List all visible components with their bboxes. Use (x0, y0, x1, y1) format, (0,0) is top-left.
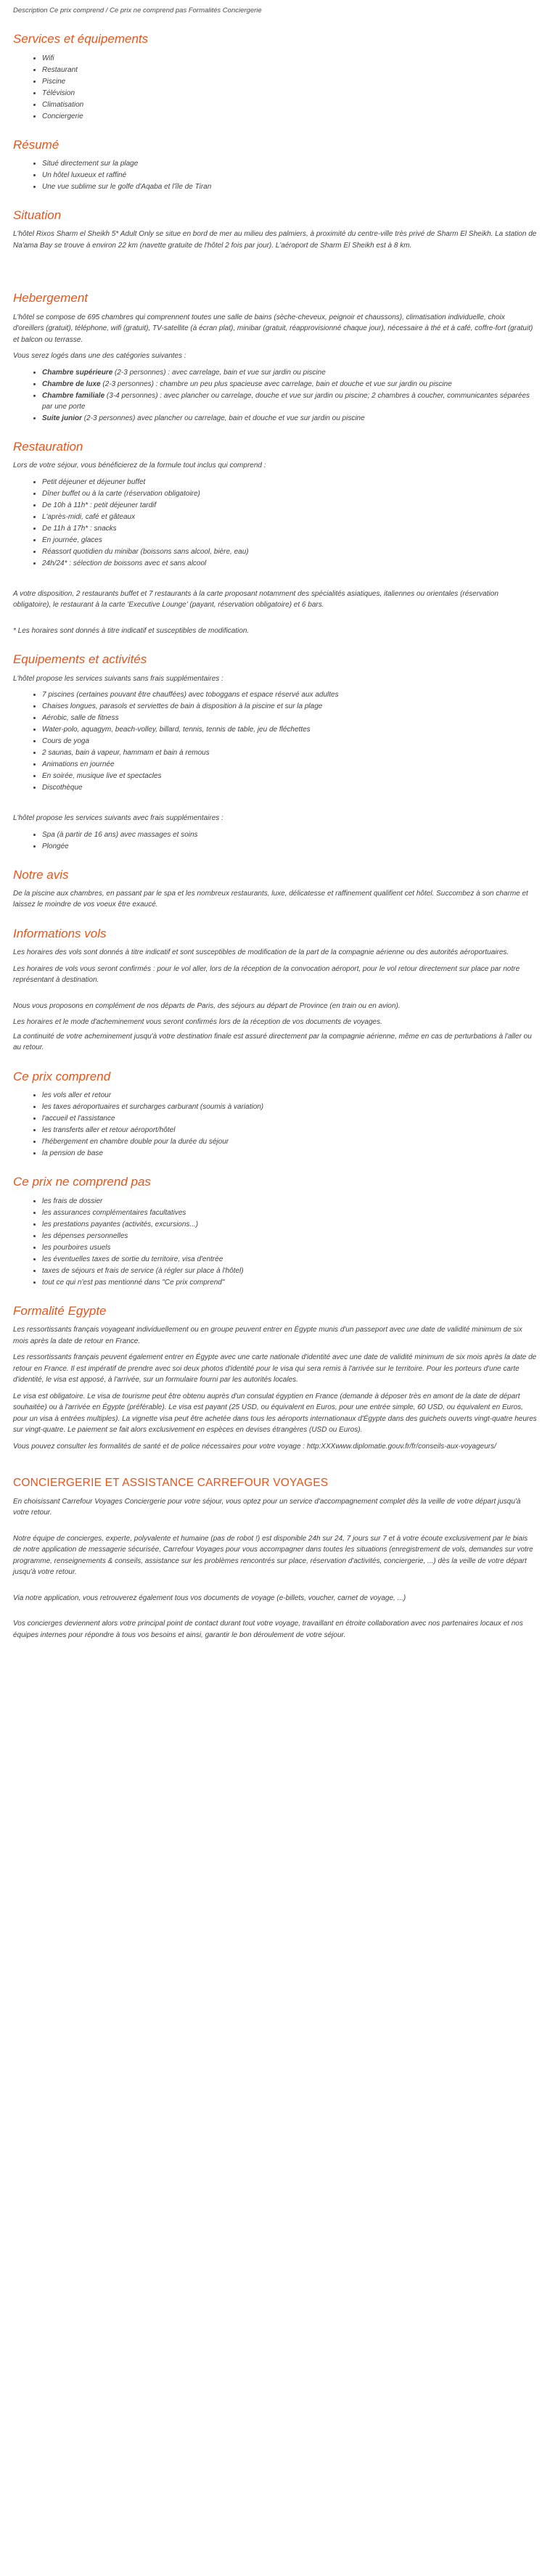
list-item: • Chambre de luxe (2-3 personnes) : chambre un peu plus spacieuse avec carrelage, bain et douche et vue sur jardin ou piscine (42, 379, 537, 390)
list-item: • Réassort quotidien du minibar (boissons sans alcool, bière, eau) (42, 546, 537, 557)
hebergement-paragraph-1: L'hôtel se compose de 695 chambres qui comprennent toutes une salle de bains (sèche-cheveux, peignoir et chaussons), climatisation individuelle, choix d'oreillers (gratuit), téléphone, wifi (gratuit), TV-satellite (à écran plat), minibar (gratuit, réapprovisionné chaque jour), nécessaire à thé et à café, coffre-fort (gratuit) et balcon ou terrasse. (13, 313, 533, 344)
list-item: • Plongée (42, 841, 537, 852)
list-item: • l'hébergement en chambre double pour la durée du séjour (42, 1136, 537, 1147)
section-title-resume: Résumé (13, 137, 59, 152)
section-title-notre-avis: Notre avis (13, 867, 69, 882)
section-title-conciergerie: CONCIERGERIE ET ASSISTANCE CARREFOUR VOYAGES (13, 1477, 329, 1490)
list-item: • Dîner buffet ou à la carte (réservation obligatoire) (42, 488, 537, 499)
list-item: • les taxes aéroportuaires et surcharges carburant (soumis à variation) (42, 1102, 537, 1112)
list-item: • les pourboires usuels (42, 1242, 537, 1253)
list-item: • Climatisation (42, 99, 537, 110)
list-item: • les assurances complémentaires facultatives (42, 1207, 537, 1218)
section-title-informations-vols: Informations vols (13, 926, 107, 940)
section-title-services: Services et équipements (13, 32, 149, 46)
list-item: • Une vue sublime sur le golfe d'Aqaba et l'île de Tiran (42, 181, 537, 192)
list-item: • Télévision (42, 88, 537, 99)
ce-prix-comprend-list (13, 1090, 537, 1159)
resume-list (13, 158, 537, 192)
section-title-ce-prix-comprend: Ce prix comprend (13, 1069, 111, 1083)
list-item: • Suite junior (2-3 personnes) avec plancher ou carrelage, bain et douche et vue sur jardin ou piscine (42, 413, 537, 424)
equipements-paid-list (13, 829, 537, 852)
equipements-paid-intro: L'hôtel propose les services suivants avec frais supplémentaires : (13, 814, 223, 823)
list-item: • Chambre supérieure (2-3 personnes) : avec carrelage, bain et vue sur jardin ou piscine (42, 367, 537, 378)
list-item: • Petit déjeuner et déjeuner buffet (42, 477, 537, 488)
list-item: • les prestations payantes (activités, excursions...) (42, 1219, 537, 1230)
restauration-list (13, 477, 537, 569)
section-title-hebergement: Hebergement (13, 291, 89, 305)
services-list (13, 53, 537, 122)
top-description-note: Description Ce prix comprend / Ce prix ne comprend pas Formalités Conciergerie (13, 7, 262, 15)
list-item: • L'après-midi, café et gâteaux (42, 512, 537, 522)
vols-paragraph-5: La continuité de votre acheminement jusqu'à votre destination finale est assuré directement par la compagnie aérienne, même en cas de perturbations à l'aller ou au retour. (13, 1032, 532, 1052)
list-item: • Situé directement sur la plage (42, 158, 537, 169)
list-item: • les éventuelles taxes de sortie du territoire, visa d'entrée (42, 1254, 537, 1265)
vols-paragraph-1: Les horaires des vols sont donnés à titre indicatif et sont susceptibles de modification de la part de la compagnie aérienne ou des autorités aéroportuaires. (13, 948, 509, 957)
list-item: • Animations en journée (42, 759, 537, 770)
hebergement-room-list (13, 367, 537, 424)
section-title-restauration: Restauration (13, 439, 83, 454)
restauration-intro: Lors de votre séjour, vous bénéficierez de la formule tout inclus qui comprend : (13, 462, 266, 470)
list-item: • 24h/24* : sélection de boissons avec et sans alcool (42, 558, 537, 569)
list-item: • Conciergerie (42, 111, 537, 122)
list-item: • Water-polo, aquagym, beach-volley, billard, tennis, tennis de table, jeu de fléchettes (42, 724, 537, 735)
list-item: • Wifi (42, 53, 537, 64)
list-item: • Restaurant (42, 65, 537, 75)
list-item: • 7 piscines (certaines pouvant être chauffées) avec toboggans et espace réservé aux adultes (42, 689, 537, 700)
list-item: • En journée, glaces (42, 535, 537, 546)
formalite-paragraph-2: Les ressortissants français peuvent également entrer en Égypte avec une carte nationale d'identité avec une date de validité minimum de six mois après la date de retour en France. Il est impératif de prendre avec soi deux photos d'identité pour le visa qui sera remis à l'arrivée sur le territoire. Pour les porteurs d'une carte d'identité, le visa est apposé, à l'arrivée, sur un formulaire fourni par les autorités locales. (13, 1353, 537, 1385)
section-title-equipements: Equipements et activités (13, 652, 147, 667)
notre-avis-paragraph: De la piscine aux chambres, en passant par le spa et les nombreux restaurants, luxe, délicatesse et raffinement qualifient cet hôtel. Succombez à son charme et laissez le moindre de vos voeux être exaucé. (13, 889, 528, 909)
list-item: • les vols aller et retour (42, 1090, 537, 1101)
list-item: • Chaises longues, parasols et serviettes de bain à disposition à la piscine et sur la plage (42, 701, 537, 712)
hebergement-paragraph-2: Vous serez logés dans une des catégories suivantes : (13, 352, 186, 361)
section-title-situation: Situation (13, 208, 62, 223)
section-title-ce-prix-ne-comprend-pas: Ce prix ne comprend pas (13, 1175, 151, 1189)
section-title-formalite-egypte: Formalité Egypte (13, 1303, 107, 1318)
equipements-list (13, 689, 537, 793)
list-item: • l'accueil et l'assistance (42, 1113, 537, 1124)
list-item: • Cours de yoga (42, 736, 537, 747)
vols-paragraph-3: Nous vous proposons en complément de nos départs de Paris, des séjours au départ de Province (en train ou en avion). (13, 1001, 401, 1010)
list-item: • Spa (à partir de 16 ans) avec massages et soins (42, 829, 537, 840)
restauration-note-1: A votre disposition, 2 restaurants buffet et 7 restaurants à la carte proposant notamment des spécialités asiatiques, italiennes ou orientales (réservation obligatoire), le restaurant à la carte 'Executive Lounge' (payant, réservation obligatoire) et 6 bars. (13, 589, 498, 610)
vols-paragraph-4: Les horaires et le mode d'acheminement vous seront confirmés lors de la réception de vos documents de voyages. (13, 1018, 382, 1027)
list-item: • les transferts aller et retour aéroport/hôtel (42, 1125, 537, 1136)
conciergerie-paragraph-1: En choisissant Carrefour Voyages Conciergerie pour votre séjour, vous optez pour un service d'accompagnement complet dès la veille de votre départ jusqu'à votre retour. (13, 1497, 521, 1517)
list-item: • tout ce qui n'est pas mentionné dans "Ce prix comprend" (42, 1277, 537, 1288)
situation-paragraph: L'hôtel Rixos Sharm el Sheikh 5* Adult Only se situe en bord de mer au milieu des palmiers, à proximité du centre-ville très privé de Sharm El Sheikh. La station de Na'ama Bay se trouve à environ 22 km (navette gratuite de l'hôtel 2 fois par jour). L'aéroport de Sharm El Sheikh est à 8 km. (13, 230, 537, 250)
list-item: • la pension de base (42, 1148, 537, 1159)
conciergerie-paragraph-2: Notre équipe de concierges, experte, polyvalente et humaine (pas de robot !) est disponible 24h sur 24, 7 jours sur 7 et à votre écoute exclusivement par le biais de notre application de messagerie sécurisée, Carrefour Voyages pour vous accompagner dans toutes les situations (enregistrement de vols, demandes sur votre programme, renseignements & conseils, assistance sur les problèmes rencontrés sur place, réservation d'activités, conciergerie, ...) dès la veille de votre départ jusqu'à votre retour. (13, 1534, 533, 1577)
restauration-note-2: * Les horaires sont donnés à titre indicatif et susceptibles de modification. (13, 626, 250, 635)
vols-paragraph-2: Les horaires de vols vous seront confirmés : pour le vol aller, lors de la réception de la convocation aéroport, pour le vol retour directement sur place par notre représentant à destination. (13, 964, 520, 985)
list-item: • Chambre familiale (3-4 personnes) : avec plancher ou carrelage, douche et vue sur jardin ou piscine; 2 chambres à coucher, communicantes séparées par une porte (42, 390, 537, 412)
list-item: • De 10h à 11h* : petit déjeuner tardif (42, 500, 537, 511)
conciergerie-paragraph-3: Via notre application, vous retrouverez également tous vos documents de voyage (e-billets, voucher, carnet de voyage, ...) (13, 1593, 406, 1602)
list-item: • les frais de dossier (42, 1196, 537, 1207)
formalite-paragraph-4: Vous pouvez consulter les formalités de santé et de police nécessaires pour votre voyage : http:XXXwww.diplomatie.gouv.fr/fr/conseils-aux-voyageurs/ (13, 1442, 496, 1451)
list-item: • Un hôtel luxueux et raffiné (42, 170, 537, 181)
ce-prix-ne-comprend-pas-list (13, 1196, 537, 1288)
list-item: • De 11h à 17h* : snacks (42, 523, 537, 534)
list-item: • Piscine (42, 76, 537, 87)
list-item: • 2 saunas, bain à vapeur, hammam et bain à remous (42, 747, 537, 758)
conciergerie-paragraph-4: Vos concierges deviennent alors votre principal point de contact durant tout votre voyage, travaillant en étroite collaboration avec nos partenaires locaux et nos équipes internes pour répondre à tous vos besoins et ainsi, garantir le bon déroulement de votre séjour. (13, 1620, 523, 1639)
list-item: • les dépenses personnelles (42, 1231, 537, 1242)
formalite-paragraph-1: Les ressortissants français voyageant individuellement ou en groupe peuvent entrer en Égypte munis d'un passeport avec une date de validité minimum de six mois après la date de retour en France. (13, 1326, 522, 1345)
list-item: • Discothèque (42, 782, 537, 793)
list-item: • Aérobic, salle de fitness (42, 713, 537, 723)
list-item: • En soirée, musique live et spectacles (42, 771, 537, 782)
list-item: • taxes de séjours et frais de service (à régler sur place à l'hôtel) (42, 1266, 537, 1276)
formalite-paragraph-3: Le visa est obligatoire. Le visa de tourisme peut être obtenu auprès d'un consulat égyptien en France (demande à déposer très en amont de la date de départ souhaitée) ou à l'arrivée en Égypte (préférable). Le visa est payant (25 USD, ou équivalent en Euros, pour une entrée simple, 60 USD, ou équivalent en Euros, pour un visa à entrées multiples). La vignette visa peut être achetée dans tous les aéroports internationaux d'Égypte dans des guichets ouverts vingt-quatre heures sur vingt-quatre. Le paiement se fait alors exclusivement en espèces en devises étrangères (USD ou Euros). (13, 1392, 537, 1435)
equipements-intro: L'hôtel propose les services suivants sans frais supplémentaires : (13, 674, 223, 683)
